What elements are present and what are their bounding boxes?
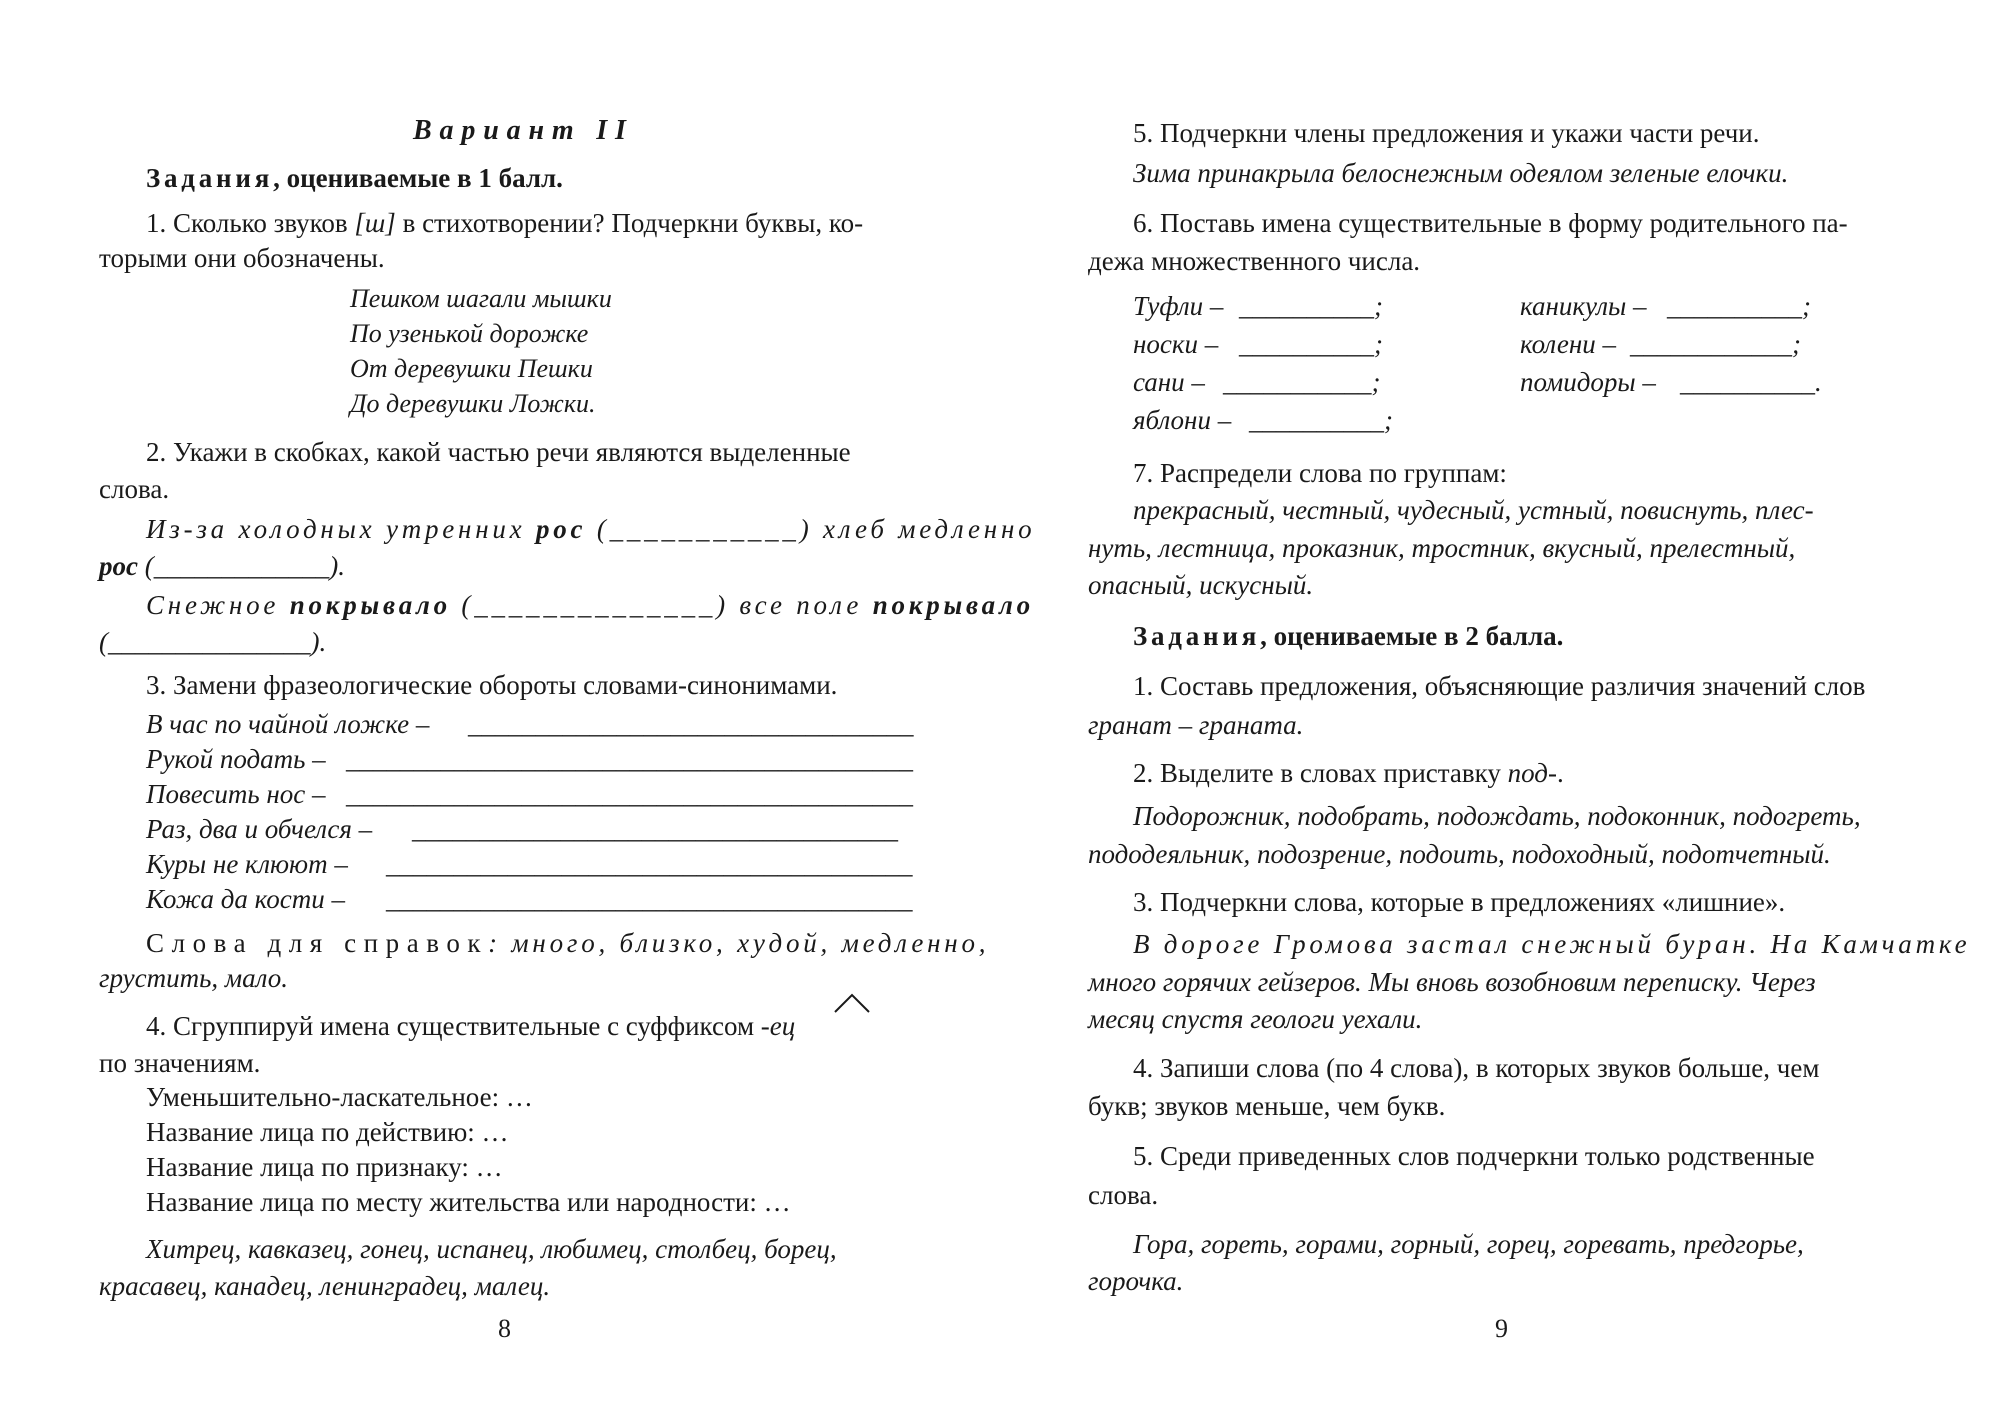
- task4-line1: 4. Сгруппируй имена существительные с суффиксом -ец: [146, 1011, 796, 1041]
- task7-words-line2: нуть, лестница, проказник, тростник, вкусный, прелестный,: [1088, 533, 1796, 563]
- group-item: Название лица по действию: …: [146, 1117, 509, 1147]
- s2-task1-line1: 1. Составь предложения, объясняющие различия значений слов: [1133, 671, 1866, 701]
- s2-task3-heading: 3. Подчеркни слова, которые в предложениях «лишние».: [1133, 887, 1786, 917]
- idiom-list: [146, 707, 914, 917]
- page-number: 8: [498, 1314, 511, 1343]
- s2-task5-line1: 5. Среди приведенных слов подчеркни только родственные: [1133, 1141, 1815, 1171]
- task2-sentence1-line1: Из-за холодных утренних рос (___________) хлеб медленно: [146, 514, 1036, 544]
- task5-heading: 5. Подчеркни члены предложения и укажи части речи.: [1133, 118, 1760, 148]
- noun-row: яблони – __________;: [1133, 405, 1393, 435]
- task4-groups: [146, 1080, 791, 1220]
- task4-words-line2: красавец, канадец, ленинградец, малец.: [99, 1271, 551, 1301]
- task7-words-line1: прекрасный, честный, чудесный, устный, повиснуть, плес-: [1133, 495, 1814, 525]
- task4-line2: по значениям.: [99, 1048, 261, 1078]
- group-item: Название лица по месту жительства или народности: …: [146, 1187, 791, 1217]
- s2-task5-words-line2: горочка.: [1088, 1266, 1184, 1296]
- group-item: Название лица по признаку: …: [146, 1152, 503, 1182]
- task2-sentence2-line2: (_______________).: [99, 627, 327, 657]
- s2-task3-text-line3: месяц спустя геологи уехали.: [1088, 1004, 1423, 1034]
- page-number: 9: [1495, 1314, 1508, 1343]
- s2-task1-line2: гранат – граната.: [1088, 710, 1304, 740]
- sound-mark: [ш]: [354, 208, 396, 238]
- task7-words-line3: опасный, искусный.: [1088, 570, 1314, 600]
- task6-right-column: [1520, 287, 1822, 401]
- s2-task3-text-line1: В дороге Громова застал снежный буран. На Камчатке: [1133, 929, 1971, 959]
- suffix-mark: -ец: [760, 1011, 796, 1041]
- group-item: Уменьшительно-ласкательное: …: [146, 1082, 533, 1112]
- section1-heading: Задания, оцениваемые в 1 балл.: [146, 163, 563, 193]
- s2-task3-text-line2: много горячих гейзеров. Мы вновь возобновим переписку. Через: [1088, 967, 1816, 997]
- poem-line: От деревушки Пешки: [350, 354, 593, 383]
- reference-words-line2: грустить, мало.: [99, 963, 289, 993]
- idiom-row: В час по чайной ложке – _________________________________: [146, 709, 914, 739]
- s2-task2-heading: 2. Выделите в словах приставку под-.: [1133, 758, 1564, 788]
- s2-task5-line2: слова.: [1088, 1180, 1159, 1210]
- idiom-row: Раз, два и обчелся – ____________________________________: [146, 814, 898, 844]
- idiom-row: Куры не клюют – _______________________________________: [146, 849, 913, 879]
- noun-row: сани – ___________;: [1133, 367, 1381, 397]
- task1-line1: 1. Сколько звуков [ш] в стихотворении? Подчеркни буквы, ко-: [146, 208, 864, 238]
- noun-row: носки – __________;: [1133, 329, 1383, 359]
- task5-sentence: Зима принакрыла белоснежным одеялом зеленые елочки.: [1133, 158, 1789, 188]
- noun-row: Туфли – __________;: [1133, 291, 1383, 321]
- idiom-row: Повесить нос – __________________________________________: [146, 779, 913, 809]
- right-page: [1000, 0, 2000, 1406]
- task6-line1: 6. Поставь имена существительные в форму родительного па-: [1133, 208, 1848, 238]
- task7-heading: 7. Распредели слова по группам:: [1133, 458, 1507, 488]
- section2-heading: Задания, оцениваемые в 2 балла.: [1133, 621, 1564, 651]
- task2-sentence1-line2: рос (_____________).: [99, 551, 345, 581]
- s2-task2-words-line1: Подорожник, подобрать, подождать, подоконник, подогреть,: [1133, 801, 1861, 831]
- variant-title: Вариант II: [413, 115, 634, 146]
- task3-heading: 3. Замени фразеологические обороты словами-синонимами.: [146, 670, 838, 700]
- s2-task2-words-line2: пододеяльник, подозрение, подоить, подоходный, подотчетный.: [1088, 839, 1831, 869]
- poem: [350, 281, 612, 421]
- noun-row: каникулы – __________;: [1520, 291, 1811, 321]
- suffix-hat-icon: [833, 993, 871, 1013]
- noun-row: помидоры – __________.: [1520, 367, 1822, 397]
- poem-line: Пешком шагали мышки: [350, 284, 612, 313]
- task2-line1: 2. Укажи в скобках, какой частью речи являются выделенные: [146, 437, 851, 467]
- reference-words-line1: Слова для справок: много, близко, худой, медленно,: [146, 928, 990, 958]
- s2-task4-line2: букв; звуков меньше, чем букв.: [1088, 1091, 1446, 1121]
- poem-line: До деревушки Ложки.: [350, 389, 596, 418]
- task4-words-line1: Хитрец, кавказец, гонец, испанец, любимец, столбец, борец,: [146, 1234, 837, 1264]
- idiom-row: Кожа да кости – _______________________________________: [146, 884, 913, 914]
- task2-sentence2-line1: Снежное покрывало (______________) все поле покрывало: [146, 590, 1034, 620]
- task6-left-column: [1133, 287, 1393, 439]
- idiom-row: Рукой подать – __________________________________________: [146, 744, 913, 774]
- task2-line2: слова.: [99, 474, 170, 504]
- s2-task4-line1: 4. Запиши слова (по 4 слова), в которых звуков больше, чем: [1133, 1053, 1820, 1083]
- poem-line: По узенькой дорожке: [350, 319, 589, 348]
- s2-task5-words-line1: Гора, гореть, горами, горный, горец, горевать, предгорье,: [1133, 1229, 1804, 1259]
- noun-row: колени – ____________;: [1520, 329, 1801, 359]
- task1-line2: торыми они обозначены.: [99, 243, 385, 273]
- task6-line2: дежа множественного числа.: [1088, 246, 1421, 276]
